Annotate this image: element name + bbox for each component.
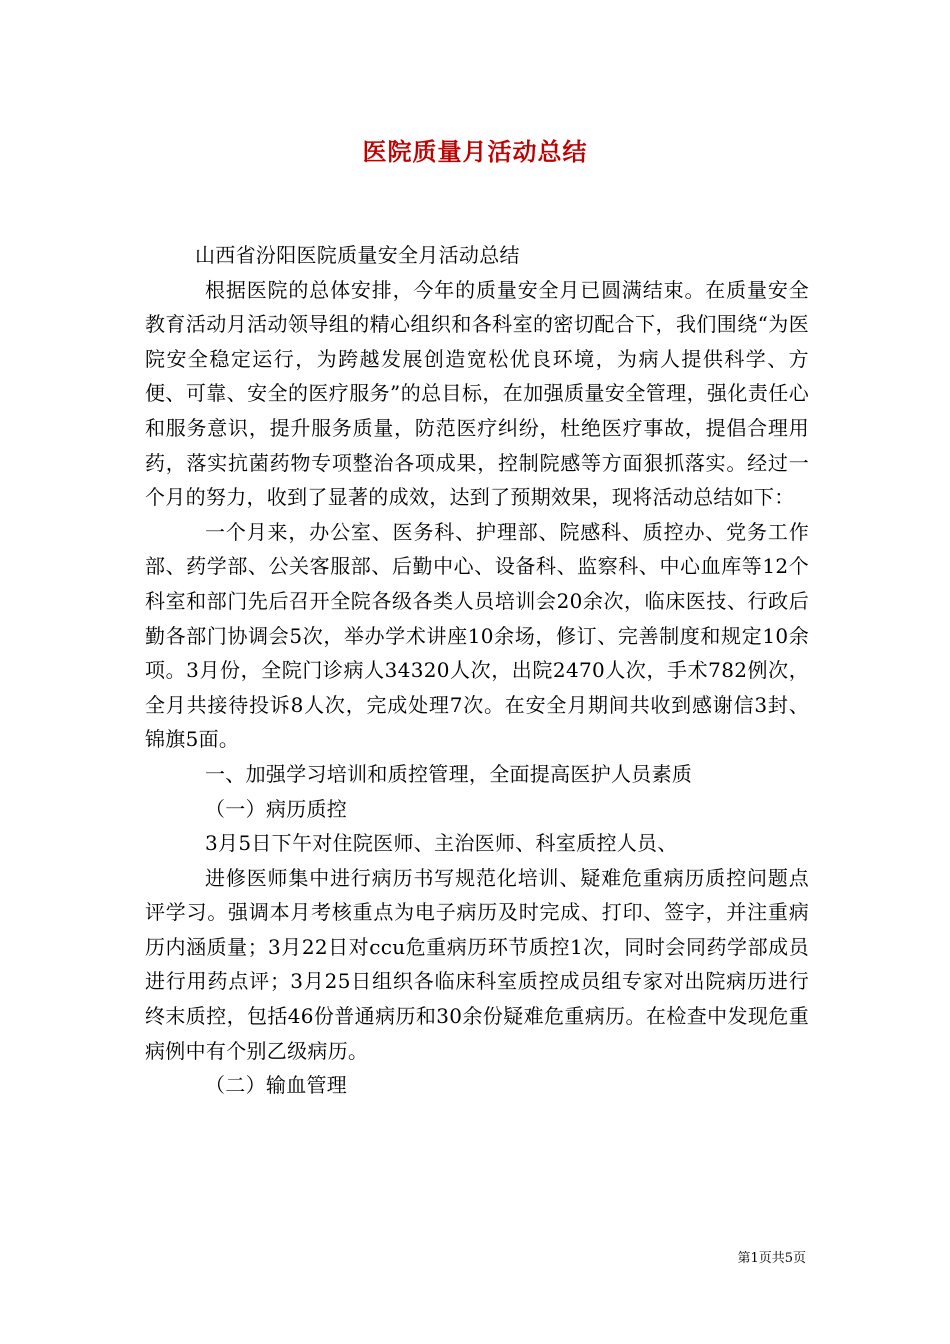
paragraph-subtitle: 山西省汾阳医院质量安全月活动总结 xyxy=(195,243,520,267)
paragraph-intro: 根据医院的总体安排，今年的质量安全月已圆满结束。在质量安全教育活动月活动领导组的精心组织和各科室的密切配合下，我们围绕“为医院安全稳定运行，为跨越发展创造宽松优良环境，为病人提供科学、方便、可靠、安全的医疗服务”的总目标，在加强质量安全管理，强化责任心和服务意识，提升服务质量，防范医疗纠纷，杜绝医疗事故，提倡合理用药，落实抗菌药物专项整治各项成果，控制院感等方面狠抓落实。经过一个月的努力，收到了显著的成效，达到了预期效果，现将活动总结如下： xyxy=(145,277,809,510)
document-body xyxy=(145,238,809,1103)
paragraph-record-qc: 进修医师集中进行病历书写规范化培训、疑难危重病历质控问题点评学习。强调本月考核重点为电子病历及时完成、打印、签字，并注重病历内涵质量；3月22日对ccu危重病历环节质控1次，同时会同药学部成员进行用药点评；3月25日组织各临床科室质控成员组专家对出院病历进行终末质控，包括46份普通病历和30余份疑难危重病历。在检查中发现危重病例中有个别乙级病历。 xyxy=(145,865,809,1063)
page-number: 第1页共5页 xyxy=(737,1251,806,1266)
document-title: 医院质量月活动总结 xyxy=(362,137,588,166)
section-heading-1: 一、加强学习培训和质控管理，全面提高医护人员素质 xyxy=(205,761,693,786)
subsection-heading-1: （一）病历质控 xyxy=(205,796,348,821)
subsection-heading-2: （二）输血管理 xyxy=(205,1073,348,1098)
paragraph-summary: 一个月来，办公室、医务科、护理部、院感科、质控办、党务工作部、药学部、公关客服部、后勤中心、设备科、监察科、中心血库等12个科室和部门先后召开全院各级各类人员培训会20余次，临床医技、行政后勤各部门协调会5次，举办学术讲座10余场，修订、完善制度和规定10余项。3月份，全院门诊病人34320人次，出院2470人次，手术782例次，全月共接待投诉8人次，完成处理7次。在安全月期间共收到感谢信3封、锦旗5面。 xyxy=(145,519,809,752)
paragraph-record-training: 3月5日下午对住院医师、主治医师、科室质控人员、 xyxy=(205,831,678,856)
